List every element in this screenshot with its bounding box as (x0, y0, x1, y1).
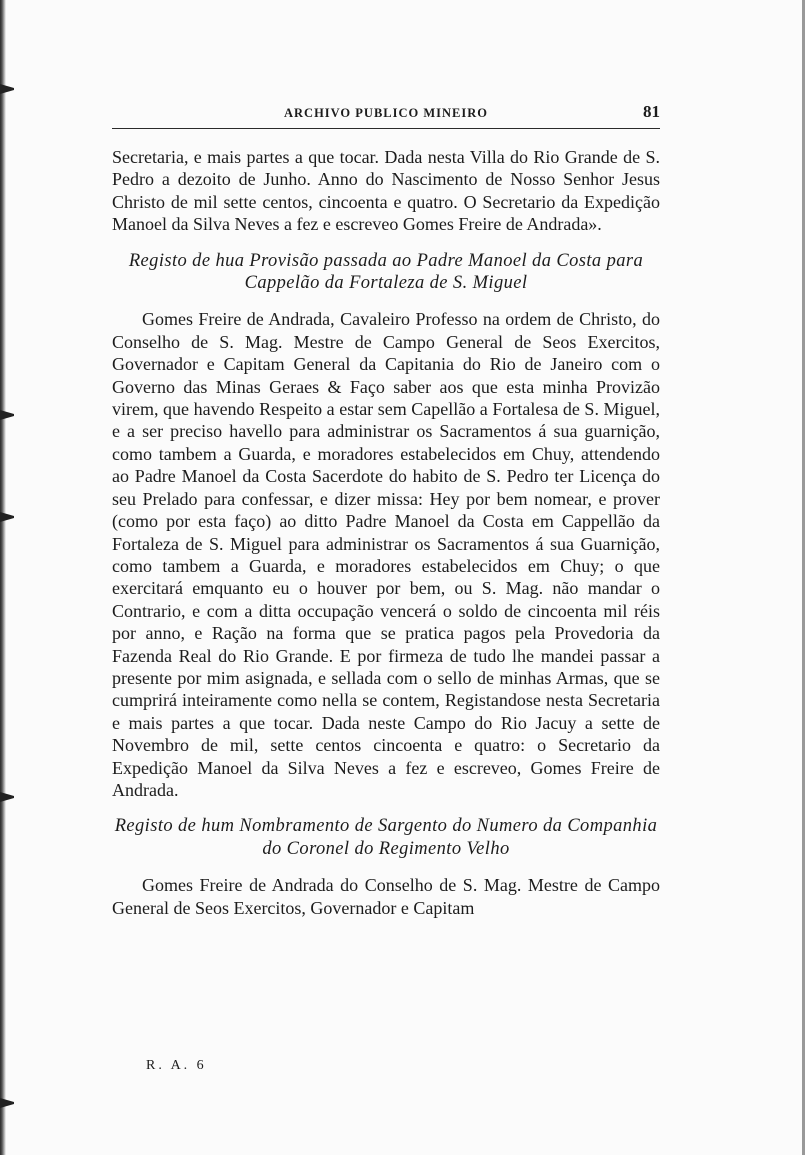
scan-edge-mark (0, 512, 14, 522)
page-number: 81 (643, 102, 660, 121)
paragraph-provisao: Gomes Freire de Andrada, Cavaleiro Professo na ordem de Christo, do Conselho de S. Mag. Mestre de Campo General de Seos Exercitos, Governador e Capitam General da Capitania do Rio de Janeiro com o Governo das Minas Geraes & Faço saber aos que esta minha Provizão virem, que havendo Respeito a estar sem Capellão a Fortalesa de S. Miguel, e a ser preciso havello para administrar os Sacramentos á sua guarnição, como tambem a Guarda, e moradores estabelecidos em Chuy, attendendo ao Padre Manoel da Costa Sacerdote do habito de S. Pedro ter Licença do seu Prelado para confessar, e dizer missa: Hey por bem nomear, e prover (como por esta faço) ao ditto Padre Manoel da Costa em Cappellão da Fortaleza de S. Miguel para administrar os Sacramentos á sua Guarnição, como tambem a Guarda, e moradores estabelecidos em Chuy; o que exercitará emquanto eu o houver por bem, ou S. Mag. não mandar o Contrario, e com a ditta occupação vencerá o soldo de cincoenta mil réis por anno, e Ração na forma que se pratica pagos pela Provedoria da Fazenda Real do Rio Grande. E por firmeza de tudo lhe mandei passar a presente por mim asignada, e sellada com o sello de minhas Armas, que se cumprirá inteiramente como nella se contem, Registandose nesta Secretaria e mais partes a que tocar. Dada neste Campo do Rio Jacuy a sette de Novembro de mil, sette centos cincoenta e quatro: o Secretario da Expedição Manoel da Silva Neves a fez e escreveo, Gomes Freire de Andrada. (112, 309, 660, 800)
printer-signature: R. A. 6 (146, 1058, 207, 1073)
scan-left-edge (0, 0, 6, 1155)
section-heading-nombramento: Registo de hum Nombramento de Sargento do Numero da Companhia do Coronel do Regimento Velho (114, 816, 658, 859)
paragraph-continuation: Secretaria, e mais partes a que tocar. Dada nesta Villa do Rio Grande de S. Pedro a dezoito de Junho. Anno do Nascimento de Nosso Senhor Jesus Christo de mil sette centos, cincoenta e quatro. O Secretario da Expedição Manoel da Silva Neves a fez e escreveo Gomes Freire de Andrada». (112, 147, 660, 235)
running-title: ARCHIVO PUBLICO MINEIRO (283, 106, 488, 120)
body-text (112, 146, 660, 919)
scan-edge-mark (0, 1098, 14, 1108)
paragraph-nombramento: Gomes Freire de Andrada do Conselho de S. Mag. Mestre de Campo General de Seos Exercitos, Governador e Capitam (112, 875, 660, 918)
page-header (112, 102, 660, 129)
scan-edge-mark (0, 792, 14, 802)
scan-edge-mark (0, 84, 14, 94)
scan-edge-mark (0, 410, 14, 420)
section-heading-provisao: Registo de hua Provisão passada ao Padre Manoel da Costa para Cappelão da Fortaleza de S. Miguel (128, 250, 644, 294)
